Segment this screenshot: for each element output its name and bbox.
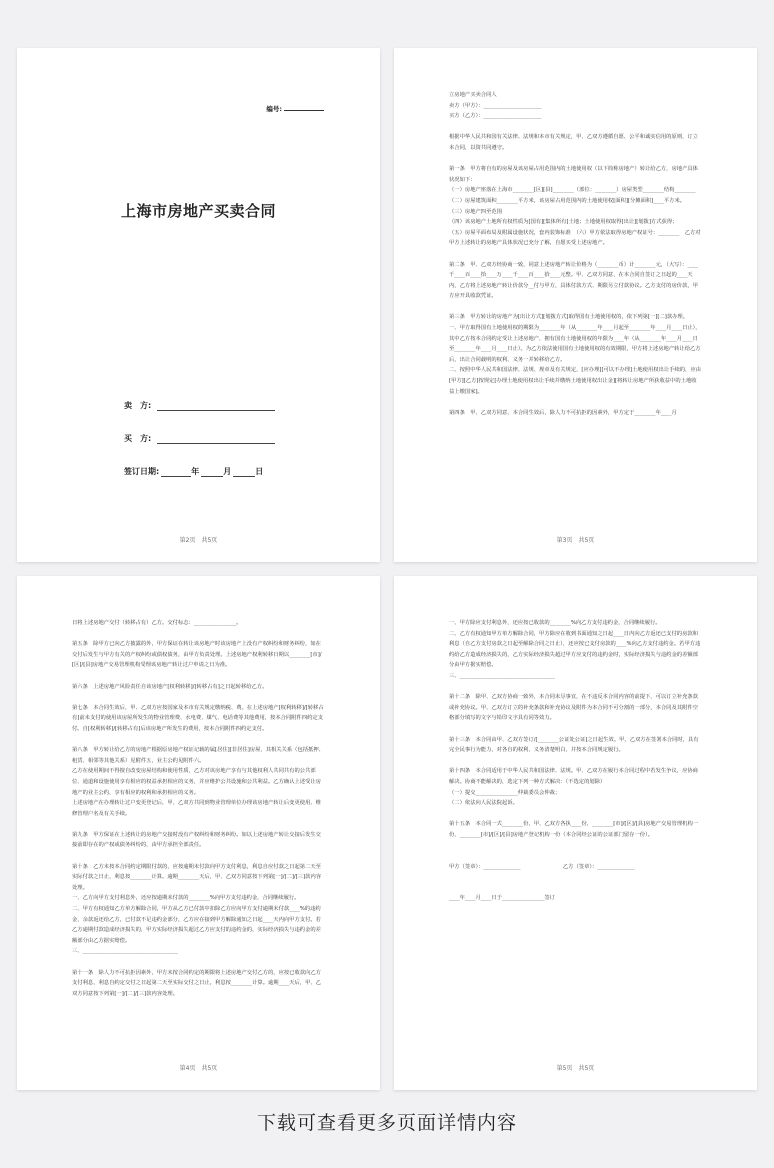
sign-date-label: 签订日期: [124, 467, 160, 476]
seller-signature-row [124, 400, 275, 411]
page-number: 第4页 共5页 [179, 1065, 218, 1072]
download-caption: 下载可查看更多页面详情内容 [256, 1112, 517, 1134]
document-page-4 [17, 576, 380, 1090]
contract-body-text: 立房地产买卖合同人 卖方（甲方）：______________________ 买方（乙方）：______________________ 根据中华人民共和国有关法律、法规和本市有关规定，甲、乙双方遵循自愿、公平和诚实信用的原则，订立本合同，以资共同遵守。 第一条 甲方将自有的房屋及该房屋占用范围内的土地使用权（以下简称房地产）转让给乙方，房地产具体状况如下： （一）房地产座落在上海市________[区][县]________（部位：________）房屋类型________结构________ （二）房屋建筑面积________平方米，该房屋占用范围内的土地使用权[面积][分摊面积]____平方米。 （三）房地产四至范围 （四）该房地产土地所有权性质为[国有][集体所有]土地；土地使用权取得[出让][划拨]方式获得； （五）房屋平面布局及附属设施状况，套内装饰标准 （六）甲方依法取得房地产权证号：________ 乙方对甲方上述转让的房地产具体状况已充分了解，自愿买受上述房地产。 第二条 甲、乙双方经协商一致，同意上述房地产转让价格为（________币）计________元，（大写）：____千____百____拾____万____千____百____拾____元整。甲、乙双方同意，在本合同自签订之日起的____天内，乙方将上述房地产转让价款分__付与甲方，具体付款方式、期限另立付款协议。乙方支付的房价款，甲方应开具收款凭证。 第三条 甲方转让的房地产为[出让方式][划拨方式]取得国有土地使用权的，依下列第[一][二]款办理。 一、甲方取得国有土地使用权的期限为________年（从________年____月起至________年____月____日止），其中乙方按本合同约定受让上述房地产，拥有国有土地使用权的年限为____年（从________年____月____日至________年____月____日止）。为乙方依法使用国有土地使用权的有效期限，甲方将上述房地产转让给乙方后，出让合同载明的权利、义务一并转移给乙方。 二、按照中华人民共和国法律、法规、规章及有关规定，[应办理][可以不办理]土地使用权出让手续的，应由[甲方][乙方]按规定[办理土地使用权出让手续并缴纳土地使用权出让金][将转让房地产所获收益中的土地收益上缴国家]。 第四条 甲、乙双方同意，本合同生效后，除人力不可抗拒的因素外，甲方定于________年____月 [449, 92, 701, 416]
year-line [161, 468, 191, 477]
page-number: 第3页 共5页 [556, 537, 595, 544]
buyer-label: 买 方: [124, 434, 152, 443]
buyer-signature-row [124, 433, 275, 444]
sign-date-row [124, 466, 263, 477]
seller-line [157, 402, 275, 411]
document-page-5 [394, 576, 757, 1090]
contract-body-text: 一、甲方除应支付利息外，还应按已收款的________%向乙方支付违约金，合同继续履行。 二、乙方有权通知甲方单方解除合同，甲方除应在收到书面通知之日起____日内向乙方返还已支付的房款和利息（自乙方支付房款之日起至解除合同之日止），还应按已支付房款的____%向乙方支付违约金。若甲方违约给乙方造成经济损失的，乙方实际经济损失超过甲方应支付的违约金时，实际经济损失与违约金的差额部分由甲方据实赔偿。 三、____________________________________ 第十二条 除甲、乙双方协商一致外，本合同未尽事宜，在不违反本合同内容的前提下，可以订立补充条款或补充协议。甲、乙双方订立的补充条款和补充协议及附件为本合同不可分割的一部分，本合同及其附件空格部分填写的文字与铅印文字具有同等效力。 第十三条 本合同由甲、乙双方签订/[________公证处公证]之日起生效。甲、乙双方在签署本合同时，具有完全民事行为能力，对各自的权利、义务清楚明白，并按本合同规定履行。 第十四条 本合同适用于中华人民共和国法律、法规。甲、乙双方在履行本合同过程中若发生争议，应协商解决。协商不能解决的，选定下列一种方式解决：（不选定的划除） （一）提交________________仲裁委员会仲裁； （二）依法向人民法院起诉。 第十五条 本合同一式________份，甲、乙双方各执____份，________[市]/[区]/[县]房地产交易管理机构一份，________[市]/[区]/[县]房地产登记机构一份（本合同经公证的公证部门留存一份）。 甲方（签章）：______________ 乙方（签章）：______________ ____年____月____日于________________签订 [449, 620, 701, 902]
day-label: 日 [255, 467, 264, 476]
contract-number [266, 104, 324, 113]
page-number: 第5页 共5页 [556, 1065, 595, 1072]
contract-body-text: 日将上述房地产交付（转移占有）乙方。交付标志：________________。 第五条 除甲方已向乙方披露的外，甲方保证在转让该房地产时该房地产上没有产权纠纷和财务纠纷，如在交付后发生与甲方有关的产权纠纷或债权债务，由甲方负责处理。上述房地产权利转移日期以________[市]/[区]/[县]房地产交易管理机构受理该房地产转让过户申请之日为准。 第六条 上述房地产风险责任自该房地产[权利转移]/[转移占有]之日起转移给乙方。 第七条 本合同生效后，甲、乙双方应按国家及本市有关规定缴纳税、费。在上述房地产[权利转移]/[转移占有]前未支付的使用该房屋所发生的物业管理费、水电费、煤气、电话费等其他费用，按本合同附件四约定支付。自[权利转移]/[转移占有]后该房地产所发生的费用，按本合同附件四约定支付。 第八条 甲方转让给乙方的房地产根据原房地产权证记载的属[居住][非居住]房屋，其相关关系（包括抵押、租赁、相邻等其他关系）见附件五，业主公约见附件六。 乙方在使用期间不得擅自改变房屋结构和使用性质，乙方对该房地产享有与其他权利人共同共有的公共部位、通道和设施使用享有相应的权益承担相应的义务，并应维护公共设施和公共利益。乙方确认上述受让房地产的业主公约，享有相应的权利和承担相应的义务。 上述房地产在办理转让过户变更登记后，甲、乙双方共同到物业管理单位办理该房地产转让后变更使用、维修管理户名及有关手续。 第九条 甲方保证在上述转让的房地产交接时没有产权纠纷和财务纠纷。如以上述房地产转让交接后发生交接前即存在的产权或债务纠纷的，由甲方承担全部责任。 第十条 乙方未按本合同约定期限付款的，应按逾期未付款向甲方支付利息，利息自应付款之日起第二天至实际付款之日止，利息按________计算。逾期________天后，甲、乙双方同意按下列第[一]/[二]/[三]款内容处理。 一、乙方向甲方支付利息外，还应按逾期未付款的________%向甲方支付违约金，合同继续履行。 二、甲方有权通知乙方单方解除合同，甲方从乙方已付款中扣除乙方应向甲方支付逾期未付款____%的违约金，余款返还给乙方，已付款不足违约金部分，乙方应在接到甲方解除通知之日起____天内向甲方支付。若乙方逾期付款造成经济损失的，甲方实际经济损失超过乙方应支付的违约金的，实际经济损失与违约金的差额部分由乙方据实赔偿。 三、____________________________________ 第十一条 除人力不可抗拒因素外，甲方未按合同约定的期限将上述房地产交付乙方的，应按已收款向乙方支付利息，利息自约定交付之日起第二天至实际交付之日止，利息按________计算。逾期____天后，甲、乙双方同意按下列第[一]/[二]/[三]款内容处理。 [72, 620, 324, 997]
document-page-cover [17, 48, 380, 562]
page-number: 第2页 共5页 [179, 537, 218, 544]
contract-number-line [284, 110, 324, 111]
buyer-line [157, 435, 275, 444]
day-line [233, 468, 255, 477]
contract-title: 上海市房地产买卖合同 [120, 202, 276, 220]
contract-number-label: 编号: [266, 105, 282, 113]
document-page-3 [394, 48, 757, 562]
year-label: 年 [191, 467, 200, 476]
month-label: 月 [223, 467, 232, 476]
month-line [201, 468, 223, 477]
seller-label: 卖 方: [124, 401, 152, 410]
